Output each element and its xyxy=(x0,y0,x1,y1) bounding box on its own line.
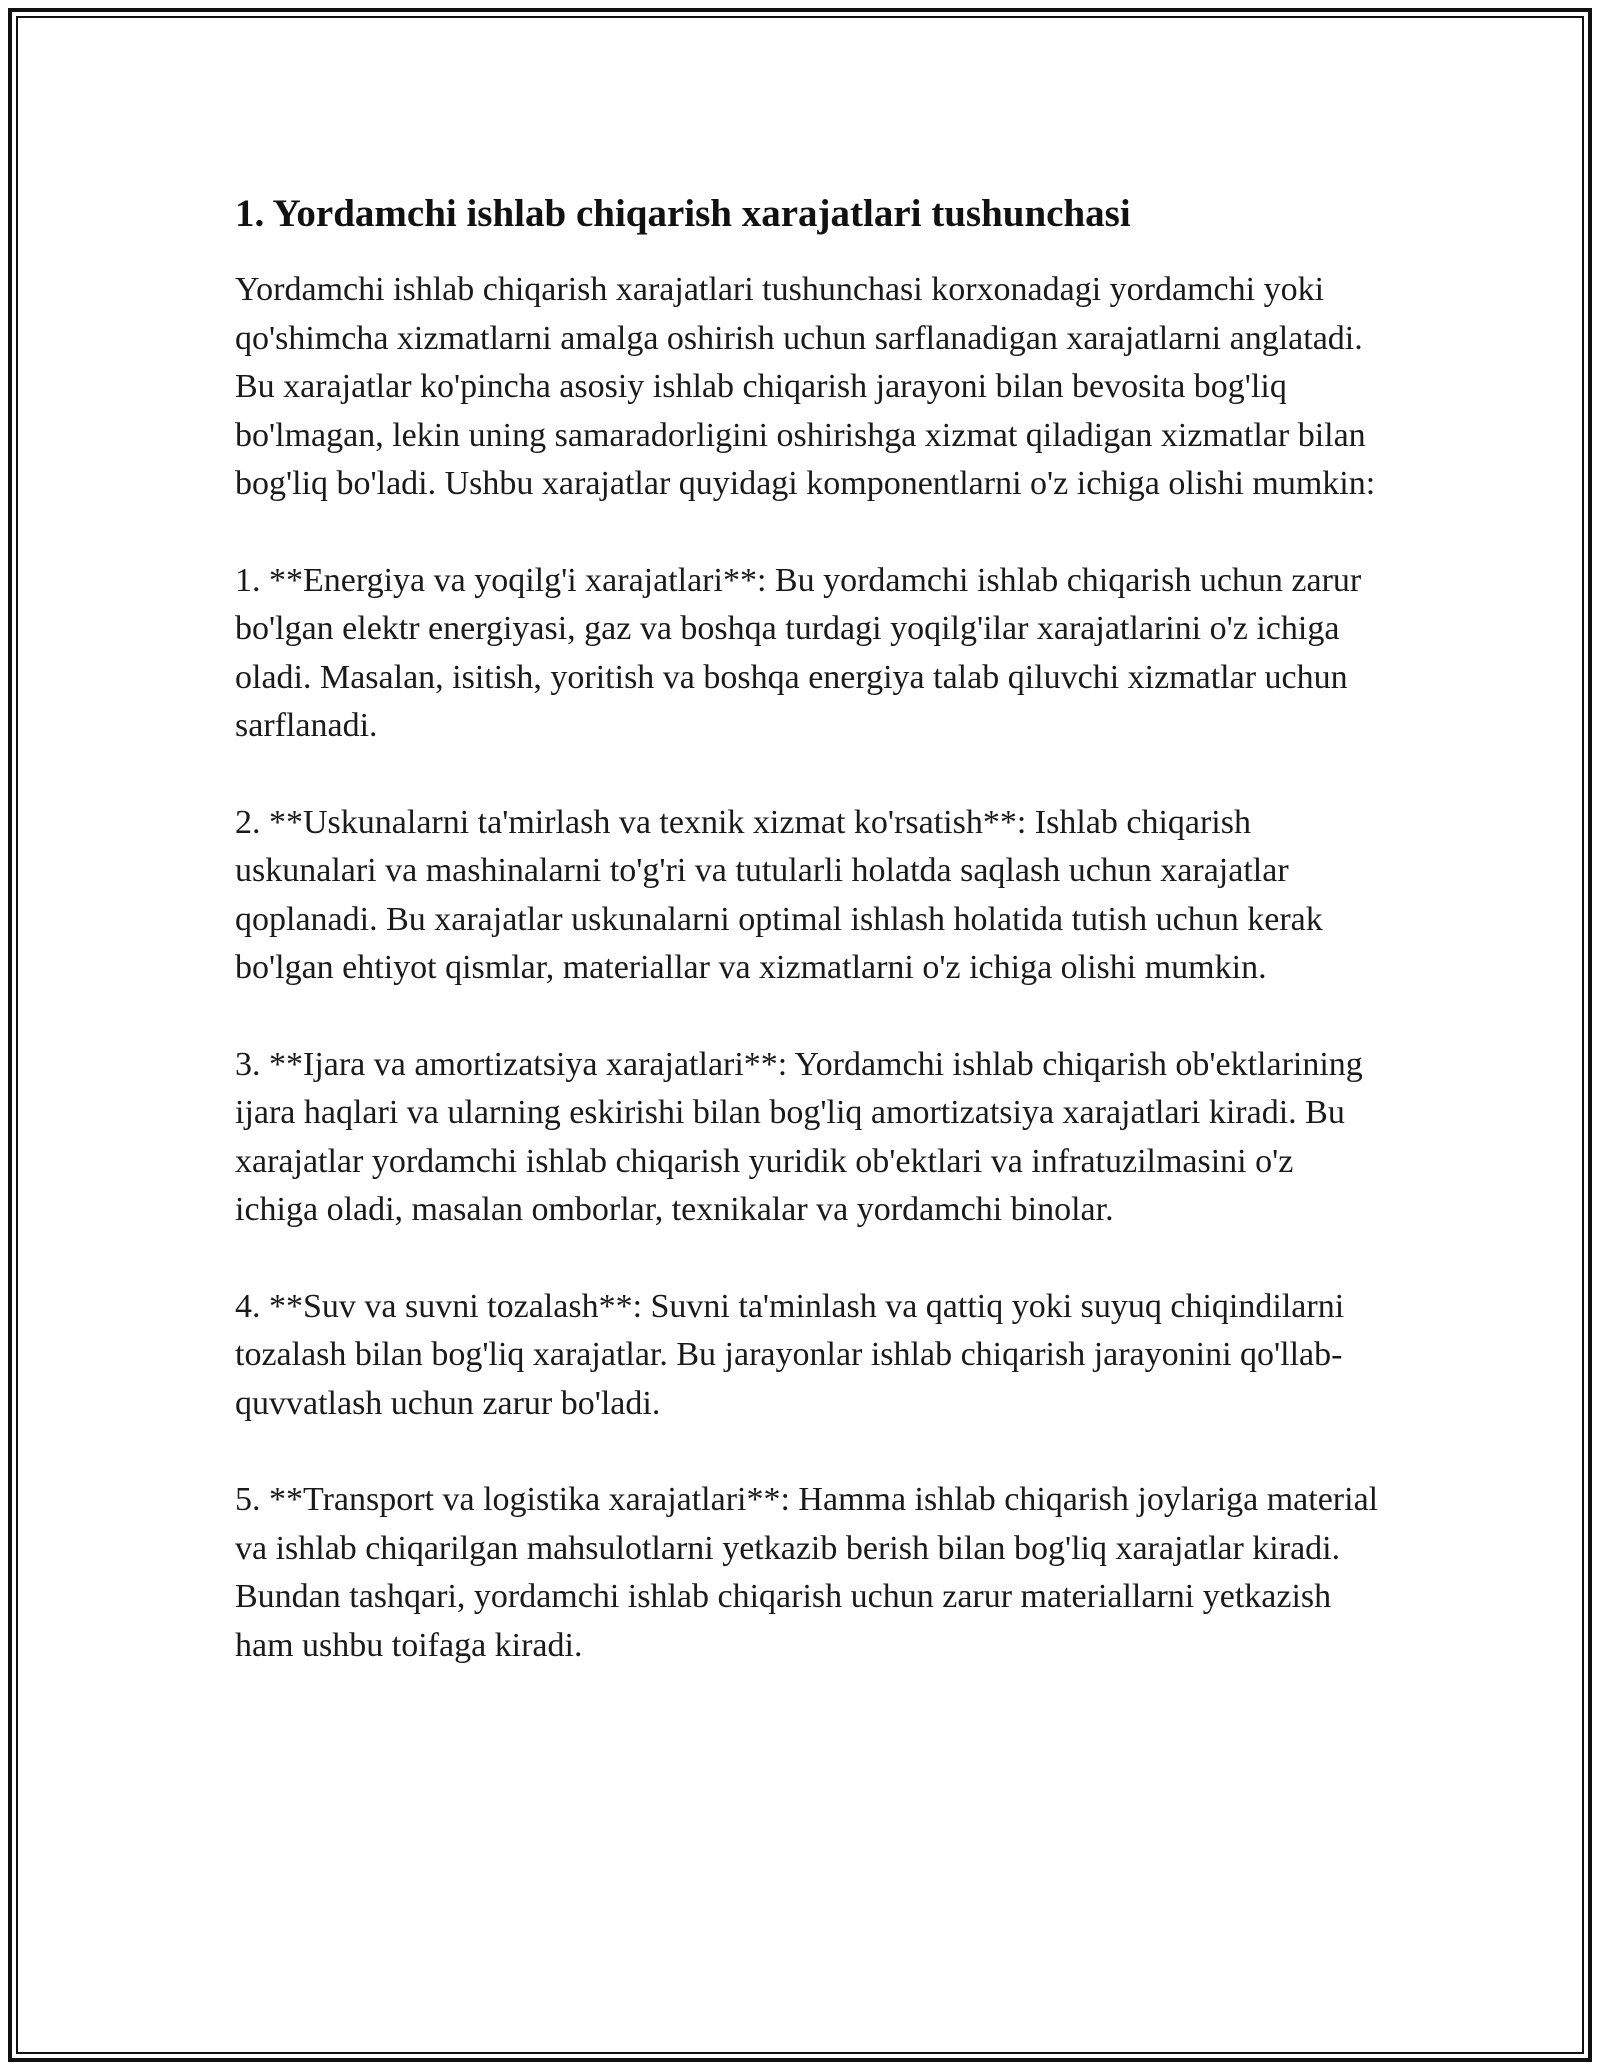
list-item-transport: 5. **Transport va logistika xarajatlari**: Hamma ishlab chiqarish joylariga material va ishlab chiqarilgan mahsulotlarni yetkazib berish bilan bog'liq xarajatlar kiradi. Bundan tashqari, yordamchi ishlab chiqarish uchun zarur materiallarni yetkazish ham ushbu toifaga kiradi. xyxy=(235,1481,1379,1664)
list-item-energy: 1. **Energiya va yoqilg'i xarajatlari**: Bu yordamchi ishlab chiqarish uchun zarur bo'lgan elektr energiyasi, gaz va boshqa turdagi yoqilg'ilar xarajatlarini o'z ichiga oladi. Masalan, isitish, yoritish va boshqa energiya talab qiluvchi xizmatlar uchun sarflanadi. xyxy=(235,561,1362,744)
section-title: 1. Yordamchi ishlab chiqarish xarajatlari tushunchasi xyxy=(235,192,1131,235)
document-body xyxy=(235,186,1380,1718)
list-item-water: 4. **Suv va suvni tozalash**: Suvni ta'minlash va qattiq yoki suyuq chiqindilarni tozalash bilan bog'liq xarajatlar. Bu jarayonlar ishlab chiqarish jarayonini qo'llab-quvvatlash uchun zarur bo'ladi. xyxy=(235,1287,1345,1422)
intro-paragraph: Yordamchi ishlab chiqarish xarajatlari tushunchasi korxonadagi yordamchi yoki qo'shimcha xizmatlarni amalga oshirish uchun sarflanadigan xarajatlarni anglatadi. Bu xarajatlar ko'pincha asosiy ishlab chiqarish jarayoni bilan bevosita bog'liq bo'lmagan, lekin uning samaradorligini oshirishga xizmat qiladigan xizmatlar bilan bog'liq bo'ladi. Ushbu xarajatlar quyidagi komponentlarni o'z ichiga olishi mumkin: xyxy=(235,271,1376,502)
list-item-equipment-repair: 2. **Uskunalarni ta'mirlash va texnik xizmat ko'rsatish**: Ishlab chiqarish uskunalari va mashinalarni to'g'ri va tutularli holatda saqlash uchun xarajatlar qoplanadi. Bu xarajatlar uskunalarni optimal ishlash holatida tutish uchun kerak bo'lgan ehtiyot qismlar, materiallar va xizmatlarni o'z ichiga olishi mumkin. xyxy=(235,803,1323,986)
list-item-rent-depreciation: 3. **Ijara va amortizatsiya xarajatlari**: Yordamchi ishlab chiqarish ob'ektlarining ijara haqlari va ularning eskirishi bilan bog'liq amortizatsiya xarajatlari kiradi. Bu xarajatlar yordamchi ishlab chiqarish yuridik ob'ektlari va infratuzilmasini o'z ichiga oladi, masalan omborlar, texnikalar va yordamchi binolar. xyxy=(235,1045,1363,1228)
